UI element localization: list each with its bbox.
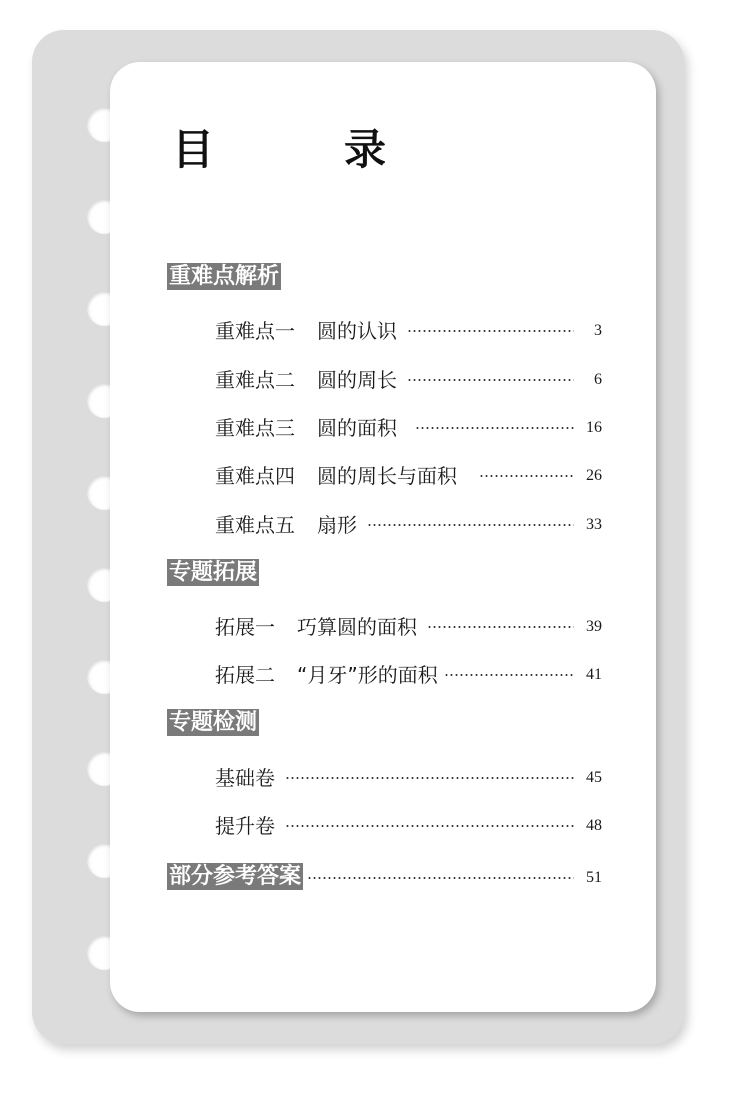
toc-entry-answers[interactable]	[167, 862, 602, 890]
entry-label: 圆的周长与面积	[317, 463, 457, 488]
entry-prefix: 重难点五	[215, 512, 295, 537]
toc-entry[interactable]	[215, 659, 602, 687]
entry-label: 提升卷	[215, 813, 275, 838]
page-number: 16	[586, 419, 602, 436]
entry-label: 扇形	[317, 512, 357, 537]
section-heading[interactable]: 专题拓展	[169, 560, 258, 585]
dot-leader	[367, 524, 574, 526]
toc-entry[interactable]	[215, 460, 602, 488]
dot-leader	[427, 626, 574, 628]
page-number: 33	[586, 516, 602, 533]
entry-label: 巧算圆的面积	[297, 614, 417, 639]
entry-prefix: 拓展一	[215, 614, 275, 639]
dot-leader	[285, 777, 574, 779]
page-title: 目 录	[172, 125, 431, 174]
section-heading: 部分参考答案	[169, 863, 302, 889]
entry-label: 圆的认识	[317, 318, 397, 343]
section-heading[interactable]: 专题检测	[169, 710, 258, 735]
dot-leader	[444, 674, 574, 676]
page-number: 48	[586, 817, 602, 834]
entry-label: 圆的面积	[317, 415, 397, 440]
page-number: 45	[586, 769, 602, 786]
toc-entry[interactable]	[215, 509, 602, 537]
dot-leader	[407, 379, 574, 381]
entry-prefix: 重难点一	[215, 318, 295, 343]
page-number: 39	[586, 618, 602, 635]
entry-prefix: 重难点三	[215, 415, 295, 440]
dot-leader	[307, 877, 574, 879]
page-number: 41	[586, 666, 602, 683]
page-number: 6	[594, 371, 602, 388]
dot-leader	[415, 427, 574, 429]
toc-entry[interactable]	[215, 412, 602, 440]
toc-entry[interactable]	[215, 364, 602, 392]
page-number: 26	[586, 467, 602, 484]
dot-leader	[407, 330, 574, 332]
entry-label: 基础卷	[215, 765, 275, 790]
entry-label: “月牙”形的面积	[297, 662, 438, 687]
entry-label: 圆的周长	[317, 367, 397, 392]
entry-prefix: 重难点四	[215, 463, 295, 488]
toc-entry[interactable]	[215, 315, 602, 343]
dot-leader	[479, 475, 574, 477]
entry-prefix: 拓展二	[215, 662, 275, 687]
section-heading[interactable]: 重难点解析	[169, 264, 280, 289]
toc-entry[interactable]	[215, 762, 602, 790]
toc-entry[interactable]	[215, 611, 602, 639]
toc-entry[interactable]	[215, 810, 602, 838]
entry-prefix: 重难点二	[215, 367, 295, 392]
page-number: 3	[594, 322, 602, 339]
page-number: 51	[586, 869, 602, 886]
dot-leader	[285, 825, 574, 827]
